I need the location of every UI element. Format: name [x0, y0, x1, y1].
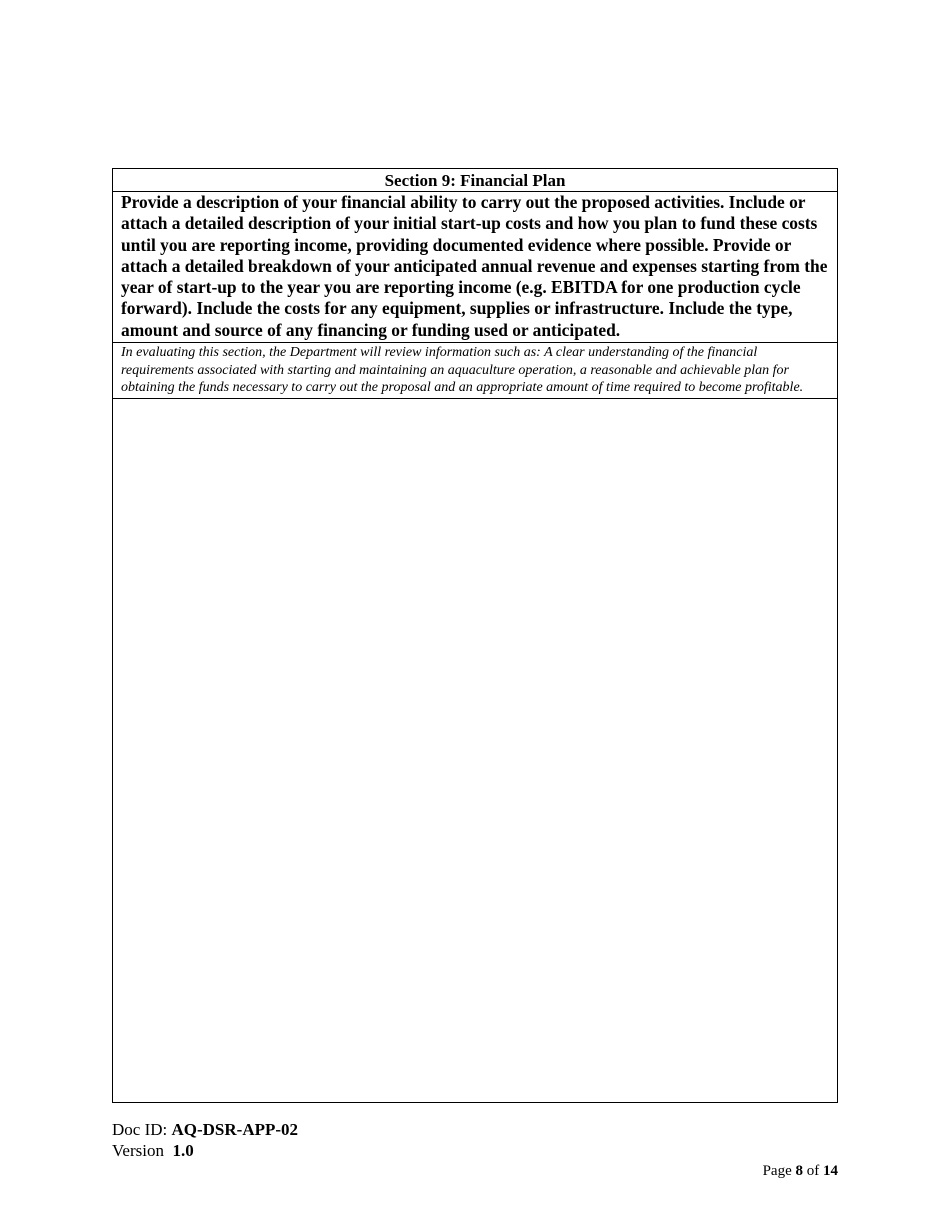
document-footer [112, 1119, 298, 1161]
page-current: 8 [795, 1163, 803, 1179]
financial-plan-table [112, 168, 838, 1103]
doc-id-label: Doc ID: [112, 1120, 172, 1139]
doc-id-value: AQ-DSR-APP-02 [171, 1120, 299, 1139]
version-value: 1.0 [172, 1141, 194, 1160]
response-text-area[interactable] [113, 399, 837, 1102]
evaluation-note: In evaluating this section, the Department will review information such as: A clear understanding of the financial requirements associated with starting and maintaining an aquaculture operation, a reasonable and achievable plan for obtaining the funds necessary to carry out the proposal and an appropriate amount of time required to become profitable. [113, 343, 837, 399]
section-title: Section 9: Financial Plan [113, 169, 837, 192]
version-line [112, 1140, 298, 1161]
page-label: Page [762, 1163, 796, 1179]
page-total: 14 [823, 1163, 838, 1179]
doc-id-line [112, 1119, 298, 1140]
page-number [763, 1162, 838, 1180]
section-instructions: Provide a description of your financial ability to carry out the proposed activities. Include or attach a detailed description of your initial start-up costs and how you plan to fund these costs until you are reporting income, providing documented evidence where possible. Provide or attach a detailed breakdown of your anticipated annual revenue and expenses starting from the year of start-up to the year you are reporting income (e.g. EBITDA for one production cycle forward). Include the costs for any equipment, supplies or infrastructure. Include the type, amount and source of any financing or funding used or anticipated. [113, 192, 837, 343]
version-label: Version [112, 1141, 173, 1160]
page-of: of [803, 1163, 823, 1179]
